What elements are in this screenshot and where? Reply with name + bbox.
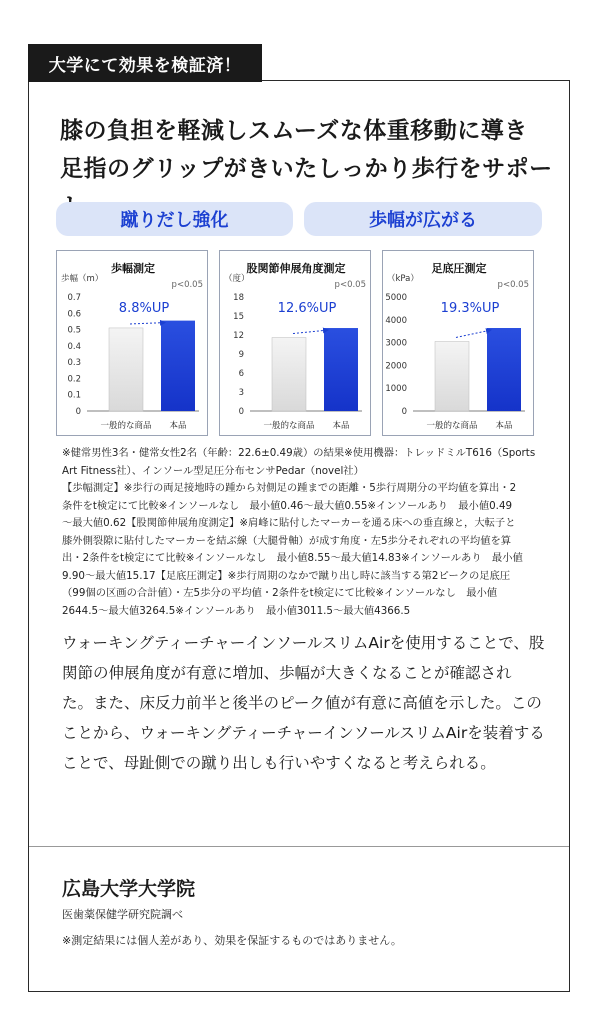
note-line: 〜最大値0.62【股関節伸展角度測定】※肩峰に貼付したマーカーを通る床への垂直線と，大転子と [62,517,516,529]
y-tick-label: 2000 [385,361,407,372]
chart-title: 足底圧測定 [431,262,487,275]
feature-pill-push-off: 蹴りだし強化 [56,202,293,236]
y-tick-label: 18 [233,293,244,303]
chart-hip-angle [220,251,372,437]
section-divider [29,846,569,847]
note-line: Art Fitness社）、インソール型足圧分布センサPedar（novel社） [62,464,364,477]
y-tick-label: 6 [238,369,244,379]
bar-this-product [324,328,358,411]
y-tick-label: 3000 [385,338,407,349]
chart-panel-hip-angle [219,250,371,436]
y-tick-label: 3 [238,388,244,398]
y-tick-label: 15 [233,312,244,322]
improvement-label: 12.6%UP [277,301,337,316]
university-name: 広島大学大学院 [62,878,196,900]
improvement-label: 19.3%UP [440,301,500,316]
note-line: （99個の区画の合計値）・左5歩分の平均値・2条件をt検定にて比較※インソールなし 最小値 [62,587,498,599]
feature-pill-stride: 歩幅が広がる [304,202,542,236]
y-tick-label: 0 [75,407,81,417]
y-tick-label: 1000 [385,384,407,395]
chart-title: 歩幅測定 [111,262,155,275]
x-tick-label: 一般的な商品 [426,421,478,431]
y-tick-label: 9 [238,350,244,360]
trend-arrow [456,330,491,337]
y-axis-label: （度） [224,274,250,284]
heading-line-1: 膝の負担を軽減しスムーズな体重移動に導き [60,117,528,144]
y-tick-label: 4000 [385,315,407,326]
body-line: ウォーキングティーチャーインソールスリムAirを使用することで、股 [62,634,545,652]
y-tick-label: 0.6 [67,309,81,320]
chart-title: 股関節伸展角度測定 [246,262,346,275]
y-axis-label: 歩幅（m） [61,274,104,284]
y-tick-label: 0 [401,407,407,417]
note-line: 2644.5〜最大値3264.5※インソールあり 最小値3011.5〜最大値4366.5 [62,604,411,617]
study-notes [62,445,550,620]
y-tick-label: 0.3 [67,358,81,369]
trend-arrow [130,323,165,324]
bar-generic-product [109,328,143,411]
y-tick-label: 0.2 [67,374,81,385]
x-tick-label: 一般的な商品 [263,421,315,431]
note-line: ※健常男性3名・健常女性2名（年齢：22.6±0.49歳）の結果※使用機器：トレッドミルT616（Sports [62,447,536,459]
conclusion-paragraph [62,628,552,778]
body-line: ことで、母趾側での蹴り出しも行いやすくなると考えられる。 [62,754,496,772]
trend-arrow [293,330,328,334]
significance-label: p<0.05 [497,280,529,290]
note-line: 条件をt検定にて比較※インソールなし 最小値0.46〜最大値0.55※インソールあり 最小値0.49 [62,499,513,512]
chart-panel-plantar-pressure [382,250,534,436]
body-line: た。また、床反力前半と後半のピーク値が有意に高値を示した。この [62,694,542,712]
y-tick-label: 12 [233,331,244,341]
bar-generic-product [435,341,469,411]
y-tick-label: 0 [238,407,244,417]
disclaimer-text: ※測定結果には個人差があり、効果を保証するものではありません。 [62,934,402,947]
verified-badge: 大学にて効果を検証済！ [28,44,262,82]
bar-this-product [161,321,195,411]
significance-label: p<0.05 [171,280,203,290]
body-line: ことから、ウォーキングティーチャーインソールスリムAirを装着する [62,724,545,742]
x-tick-label: 本品 [332,421,350,431]
y-tick-label: 0.5 [67,325,81,336]
significance-label: p<0.05 [334,280,366,290]
y-axis-label: （kPa） [387,274,419,284]
y-tick-label: 0.1 [67,390,81,401]
note-line: 膝外側裂隙に貼付したマーカーを結ぶ線（大腿骨軸）が成す角度・左5歩分それぞれの平均値を算 [62,534,512,547]
y-tick-label: 0.7 [67,293,81,303]
x-tick-label: 一般的な商品 [100,421,152,431]
body-line: 関節の伸展角度が有意に増加、歩幅が大きくなることが確認され [62,664,512,682]
x-tick-label: 本品 [495,421,513,431]
note-line: 9.90〜最大値15.17【足底圧測定】※歩行周期のなかで蹴り出し時に該当する第2ピークの足底圧 [62,569,511,582]
chart-stride [57,251,209,437]
improvement-label: 8.8%UP [118,301,170,316]
y-tick-label: 0.4 [67,341,81,352]
bar-this-product [487,328,521,411]
department-name: 医歯薬保健学研究院調べ [62,908,183,921]
bar-generic-product [272,338,306,411]
y-tick-label: 5000 [385,293,407,303]
chart-plantar-pressure [383,251,535,437]
x-tick-label: 本品 [169,421,187,431]
note-line: 出・2条件をt検定にて比較※インソールなし 最小値8.55〜最大値14.83※インソールあり 最小値 [62,552,523,564]
chart-panel-stride [56,250,208,436]
heading-line-2: 足指のグリップがきいたしっかり歩行をサポー [60,155,553,182]
note-line: 【歩幅測定】※歩行の両足接地時の踵から対側足の踵までの距離・5歩行周期分の平均値を算出・2 [62,482,517,494]
